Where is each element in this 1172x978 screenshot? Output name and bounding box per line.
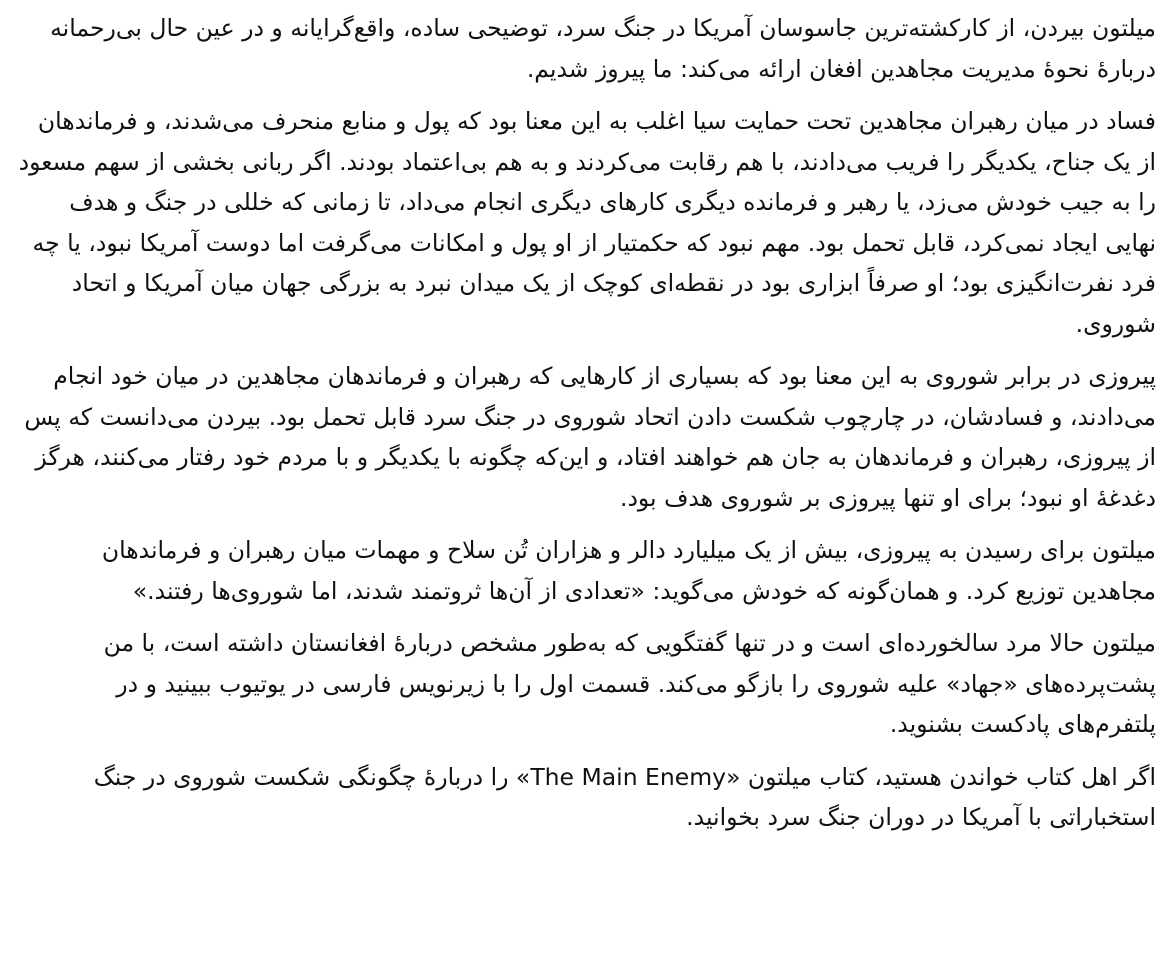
paragraph-victory: پیروزی در برابر شوروی به این معنا بود که بسیاری از کارهایی که رهبران و فرماندهان مجاهدین در میان خود انجام می‌دادند، و فسادشان، در چارچوب شکست دادن اتحاد شوروی در جنگ سرد قابل تحمل بود. بیردن می‌دانست که پس از پیروزی، رهبران و فرماندهان به جان هم خواهند افتاد، و این‌که چگونه با یکدیگر و با مردم خود رفتار می‌کنند، هرگز دغدغهٔ او نبود؛ برای او تنها پیروزی بر شوروی هدف بود. bbox=[24, 362, 1156, 512]
paragraph-intro: میلتون بیردن، از کارکشته‌ترین جاسوسان آمریکا در جنگ سرد، توضیحی ساده، واقع‌گرایانه و در عین حال بی‌رحمانه دربارهٔ نحوهٔ مدیریت مجاهدین افغان ارائه می‌کند: ما پیروز شدیم. bbox=[50, 14, 1156, 83]
paragraph-interview: میلتون حالا مرد سالخورده‌ای است و در تنها گفتگویی که به‌طور مشخص دربارهٔ افغانستان داشته است، با من پشت‌پرده‌های «جهاد» علیه شوروی را بازگو می‌کند. قسمت اول را با زیرنویس فارسی در یوتیوب ببینید و در پلتفرم‌های پادکست بشنوید. bbox=[103, 629, 1156, 738]
paragraph-corruption: فساد در میان رهبران مجاهدین تحت حمایت سیا اغلب به این معنا بود که پول و منابع منحرف می‌شدند، و فرماندهان از یک جناح، یکدیگر را فریب می‌دادند، با هم رقابت می‌کردند و به هم بی‌اعتماد بودند. اگر ربانی بخشی از سهم مسعود را به جیب خودش می‌زد، یا رهبر و فرمانده دیگری کارهای دیگری انجام می‌داد، تا زمانی که خللی در جنگ و هدف نهایی ایجاد نمی‌کرد، قابل تحمل بود. مهم نبود که حکمتیار از او پول و امکانات می‌گرفت اما دوست آمریکا نبود، یا چه فرد نفرت‌انگیزی بود؛ او صرفاً ابزاری بود در نقطه‌ای کوچک از یک میدان نبرد به بزرگی جهان میان آمریکا و اتحاد شوروی. bbox=[18, 107, 1156, 338]
paragraph-book: اگر اهل کتاب خواندن هستید، کتاب میلتون «The Main Enemy» را دربارهٔ چگونگی شکست شوروی در جنگ استخباراتی با آمریکا در دوران جنگ سرد بخوانید. bbox=[93, 762, 1156, 831]
paragraph-funding: میلتون برای رسیدن به پیروزی، بیش از یک میلیارد دالر و هزاران تُن سلاح و مهمات میان رهبران و فرماندهان مجاهدین توزیع کرد. و همان‌گونه که خودش می‌گوید: «تعدادی از آن‌ها ثروتمند شدند، اما شوروی‌ها رفتند.» bbox=[101, 536, 1156, 605]
